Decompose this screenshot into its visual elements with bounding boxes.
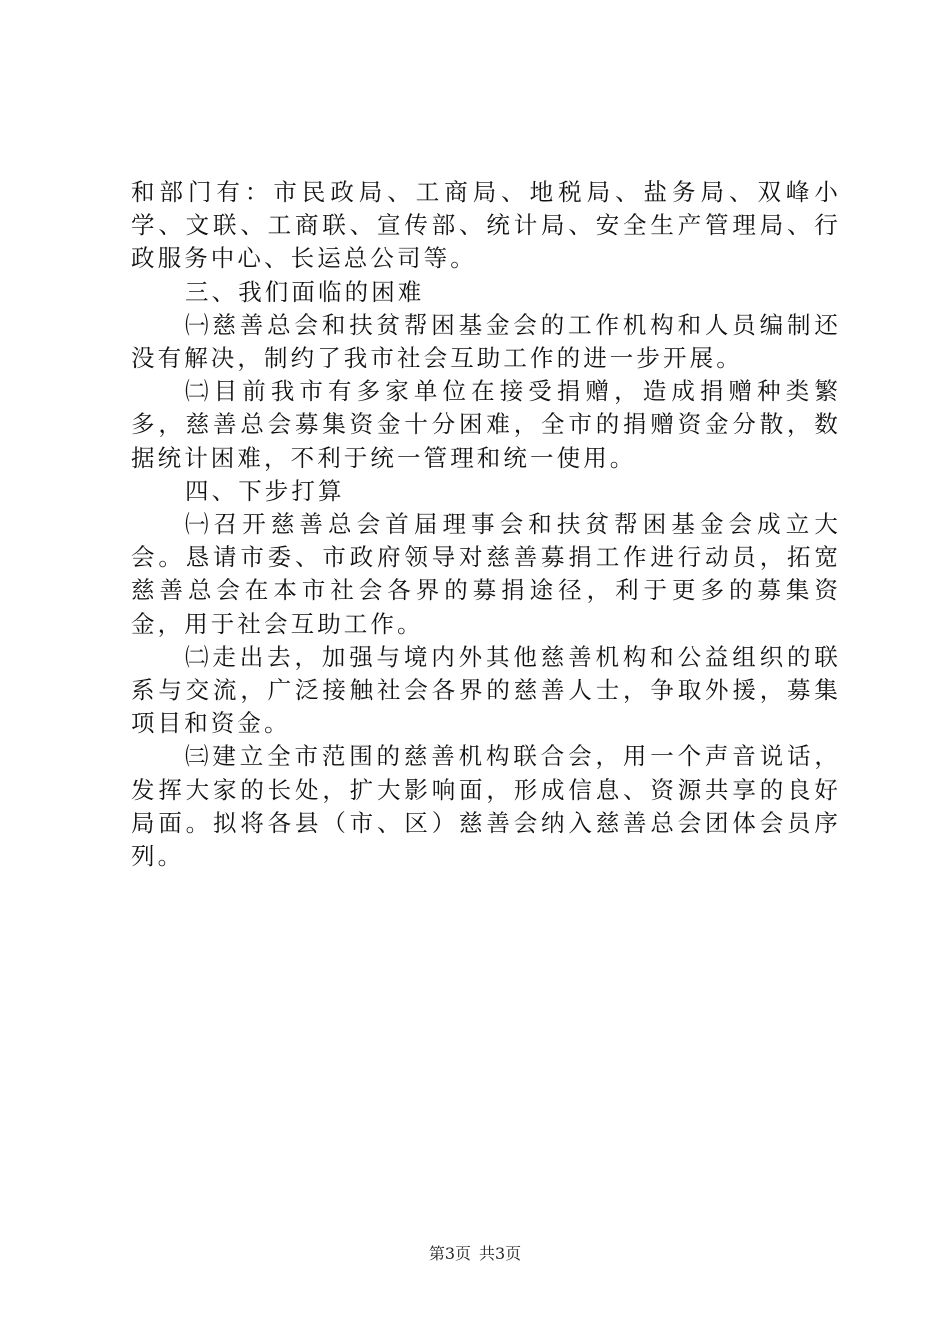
paragraph-difficulty-2: ㈡目前我市有多家单位在接受捐赠，造成捐赠种类繁多，慈善总会募集资金十分困难，全市的捐赠资金分散，数据统计困难，不利于统一管理和统一使用。 — [131, 377, 841, 472]
total-pages: 共3页 — [479, 1244, 522, 1263]
paragraph-continued: 和部门有：市民政局、工商局、地税局、盐务局、双峰小学、文联、工商联、宣传部、统计局、安全生产管理局、行政服务中心、长运总公司等。 — [131, 178, 841, 273]
paragraph-plan-1: ㈠召开慈善总会首届理事会和扶贫帮困基金会成立大会。恳请市委、市政府领导对慈善募捐工作进行动员，拓宽慈善总会在本市社会各界的募捐途径，利于更多的募集资金，用于社会互助工作。 — [131, 510, 841, 638]
page-number: 第3页 — [428, 1244, 471, 1263]
section-heading-difficulties: 三、我们面临的困难 — [185, 277, 425, 306]
paragraph-difficulty-1: ㈠慈善总会和扶贫帮困基金会的工作机构和人员编制还没有解决，制约了我市社会互助工作的进一步开展。 — [131, 310, 841, 373]
paragraph-plan-3: ㈢建立全市范围的慈善机构联合会，用一个声音说话，发挥大家的长处，扩大影响面，形成信息、资源共享的良好局面。拟将各县（市、区）慈善会纳入慈善总会团体会员序列。 — [131, 742, 841, 871]
document-body — [131, 176, 841, 873]
paragraph-plan-2: ㈡走出去，加强与境内外其他慈善机构和公益组织的联系与交流，广泛接触社会各界的慈善人士，争取外援，募集项目和资金。 — [131, 642, 841, 738]
section-heading-next-steps: 四、下步打算 — [185, 476, 345, 505]
page-footer — [0, 1244, 950, 1264]
